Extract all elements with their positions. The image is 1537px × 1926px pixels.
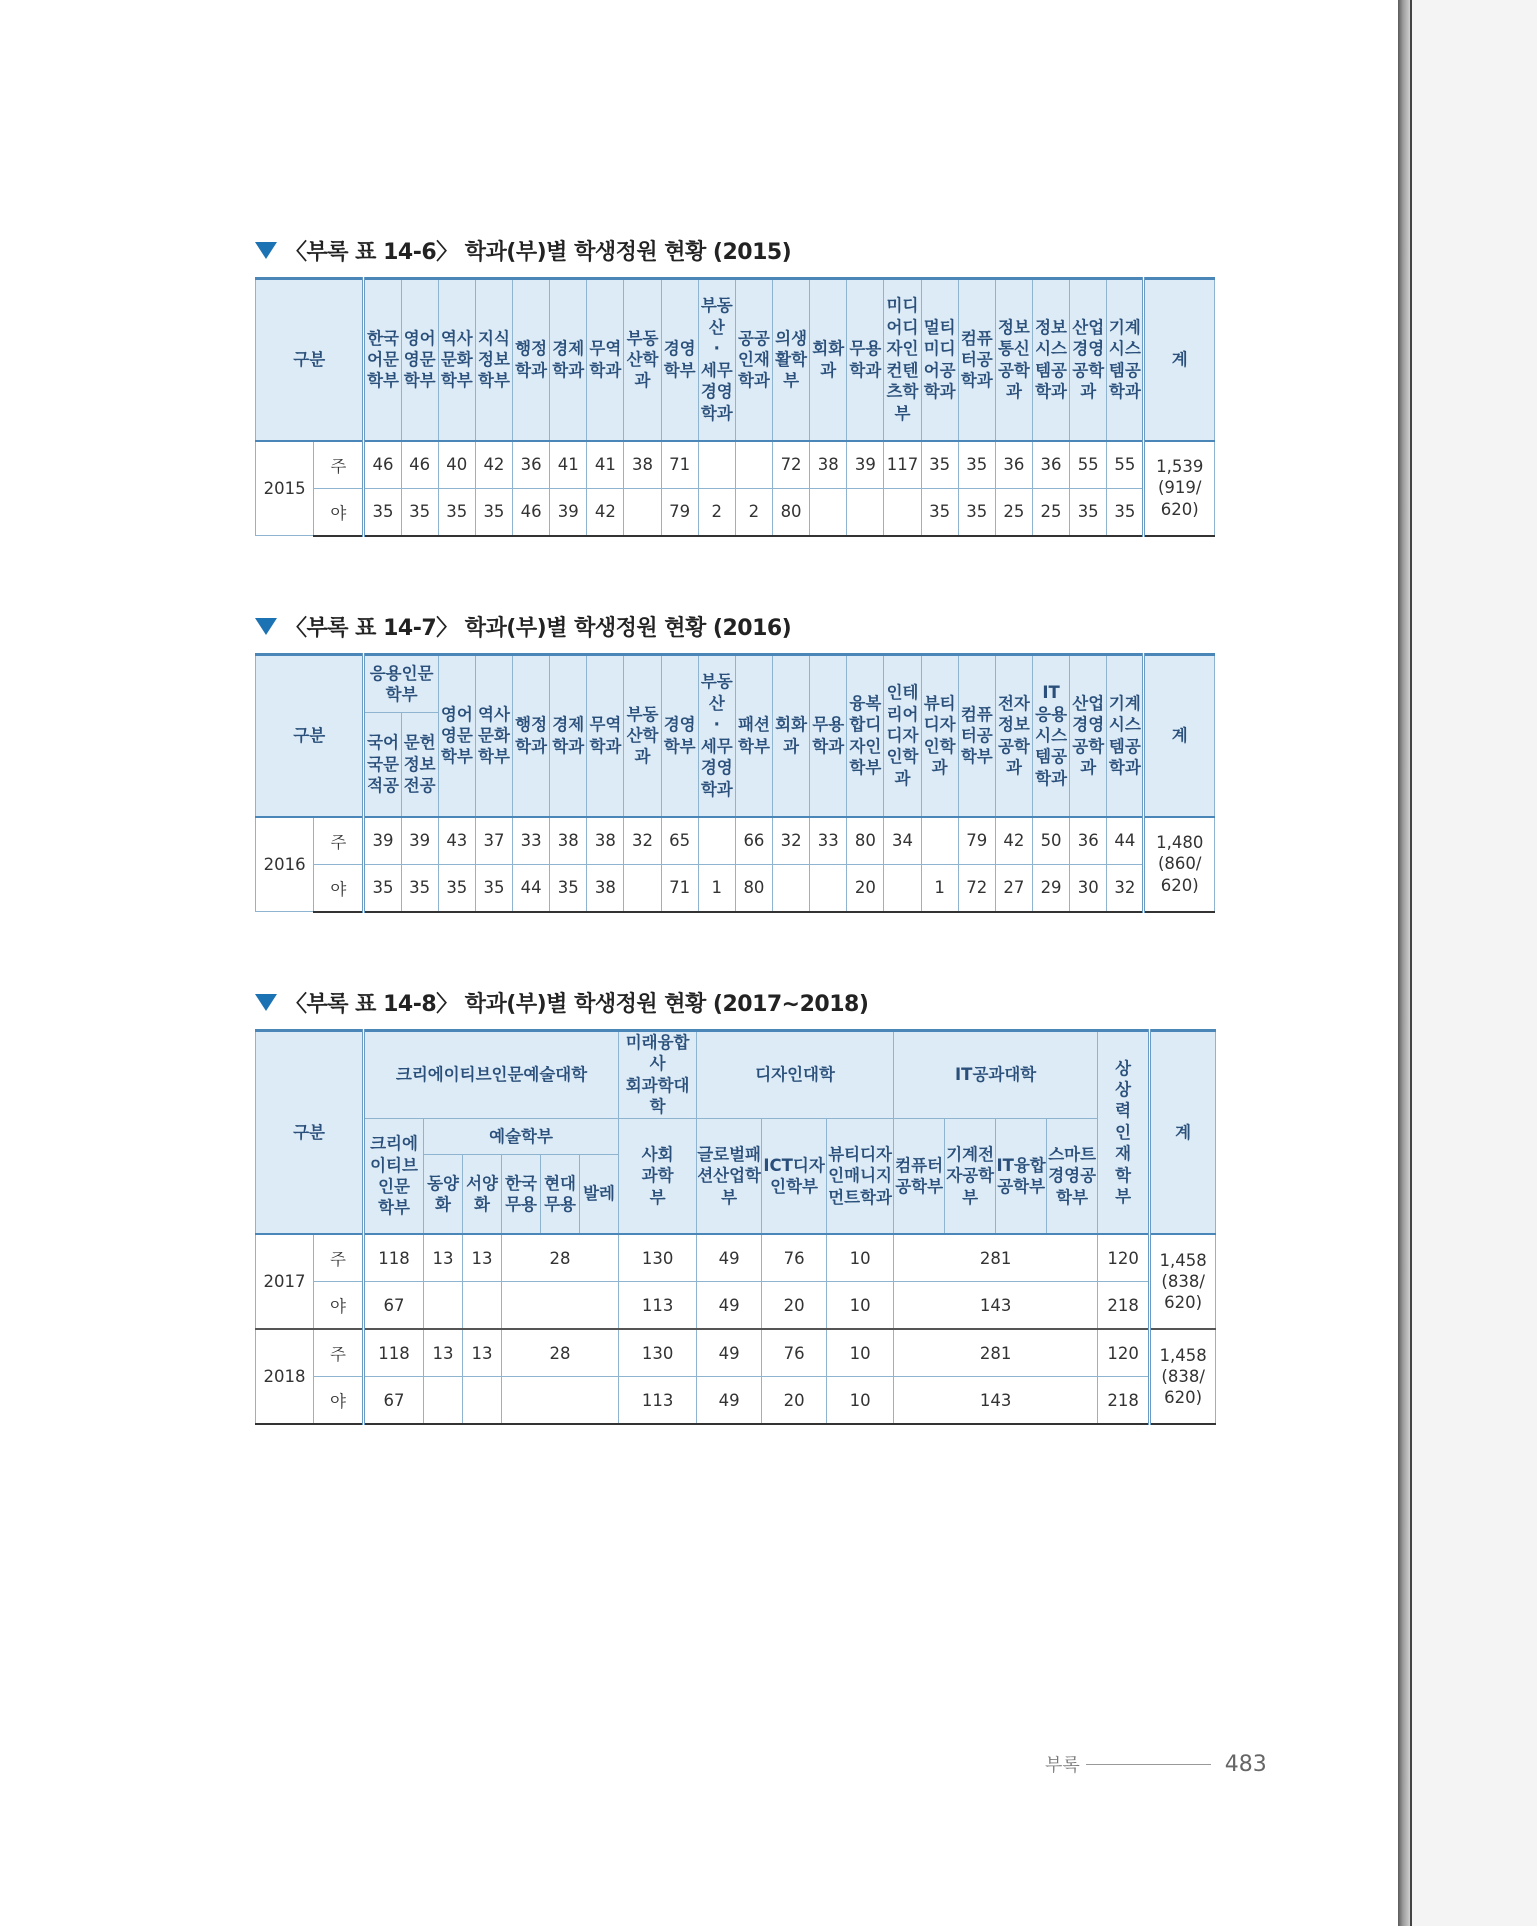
header-ict-design-text: ICT디자 인학부: [763, 1155, 825, 1196]
night-label: 야: [314, 1282, 364, 1330]
table-title-text: 〈부록 표 14-7〉 학과(부)별 학생정원 현황 (2016): [285, 615, 792, 641]
header-ict-design: [762, 1118, 827, 1234]
header-computer-eng: [894, 1118, 945, 1234]
value-cell: 79: [661, 488, 698, 536]
column-header: 컴퓨 터공 학부: [958, 655, 995, 817]
value-cell: 2: [735, 488, 772, 536]
value-cell: 79: [958, 817, 995, 865]
column-header: 전자 정보 공학 과: [995, 655, 1032, 817]
cell-fashion: 49: [697, 1234, 762, 1282]
value-cell: 46: [364, 441, 401, 489]
header-mech-elec-text: 기계전 자공학 부: [946, 1144, 995, 1207]
cell-social: 130: [619, 1329, 697, 1377]
cell-west-painting: 13: [463, 1329, 502, 1377]
value-cell: 2: [698, 488, 735, 536]
column-header: 뷰티 디자 인학 과: [921, 655, 958, 817]
value-cell: [773, 864, 810, 912]
cell-fashion: 49: [697, 1329, 762, 1377]
value-cell: 32: [1107, 864, 1144, 912]
total-header: 계: [1144, 279, 1215, 441]
cell-total: [1150, 1234, 1216, 1329]
column-header: 미디 어디 자인 컨텐 츠학 부: [884, 279, 921, 441]
value-cell: 1: [698, 864, 735, 912]
value-cell: 41: [587, 441, 624, 489]
value-cell: 35: [921, 488, 958, 536]
table-section-2015: [255, 233, 1215, 537]
column-header: 부동 산학 과: [624, 279, 661, 441]
value-cell: 25: [1032, 488, 1069, 536]
header-creative-humanities-text: 크리에 이티브 인문 학부: [370, 1134, 418, 1218]
header-creative-humanities: [364, 1118, 424, 1234]
value-cell: 80: [847, 817, 884, 865]
column-header: 패션 학부: [735, 655, 772, 817]
value-cell: 38: [587, 817, 624, 865]
table-title-text: 〈부록 표 14-6〉 학과(부)별 학생정원 현황 (2015): [285, 239, 792, 265]
cell-dance: [502, 1377, 619, 1425]
header-smart-mgmt: [1047, 1118, 1098, 1234]
cell-dance: [502, 1282, 619, 1330]
value-cell: 71: [661, 864, 698, 912]
total-header: 계: [1144, 655, 1215, 817]
side-margin: [1412, 0, 1537, 1926]
value-cell: 36: [995, 441, 1032, 489]
column-header: 역사 문화 학부: [438, 279, 475, 441]
column-header: 의생 활학 부: [773, 279, 810, 441]
value-cell: 38: [624, 441, 661, 489]
column-header: 영어 영문 학부: [438, 655, 475, 817]
value-cell: 72: [773, 441, 810, 489]
value-cell: [624, 488, 661, 536]
header-social-science: [619, 1118, 697, 1234]
header-sangsang-text: 상 상 력 인 재 학 부: [1115, 1058, 1132, 1207]
value-cell: 38: [587, 864, 624, 912]
cell-total: [1150, 1329, 1216, 1424]
column-header: 국어 국문 적공: [364, 713, 401, 817]
column-header: 경영 학부: [661, 279, 698, 441]
day-label: 주: [314, 1329, 364, 1377]
value-cell: 35: [401, 864, 438, 912]
value-cell: 117: [884, 441, 921, 489]
cell-east-painting: 13: [424, 1234, 463, 1282]
value-cell: 42: [475, 441, 512, 489]
cell-ict: 76: [762, 1234, 827, 1282]
cell-it: 143: [894, 1282, 1098, 1330]
enrollment-table-2016: [255, 653, 1215, 913]
year-cell: 2016: [256, 817, 314, 912]
cell-creative: 67: [364, 1282, 424, 1330]
header-sangsang: [1098, 1031, 1150, 1235]
value-cell: [624, 864, 661, 912]
column-header: 경제 학과: [550, 279, 587, 441]
column-header: 문헌 정보 전공: [401, 713, 438, 817]
value-cell: 40: [438, 441, 475, 489]
page-number: 483: [1224, 1751, 1267, 1777]
column-header: 인테 리어 디자 인학 과: [884, 655, 921, 817]
cell-beauty: 10: [827, 1377, 894, 1425]
value-cell: 39: [401, 817, 438, 865]
cell-sangsang: 218: [1098, 1282, 1150, 1330]
value-cell: 35: [958, 488, 995, 536]
value-cell: 33: [810, 817, 847, 865]
header-it-convergence-text: IT융합 공학부: [996, 1155, 1046, 1196]
cell-social: 113: [619, 1282, 697, 1330]
value-cell: [810, 488, 847, 536]
column-header: 행정 학과: [513, 655, 550, 817]
header-it-convergence: [996, 1118, 1047, 1234]
column-header: 융복 합디 자인 학부: [847, 655, 884, 817]
value-cell: 35: [1107, 488, 1144, 536]
value-cell: 80: [735, 864, 772, 912]
value-cell: [698, 817, 735, 865]
value-cell: 32: [624, 817, 661, 865]
value-cell: 29: [1033, 864, 1070, 912]
header-korean-dance-text: 한국 무용: [505, 1173, 537, 1214]
table-section-2016: [255, 609, 1215, 913]
value-cell: 36: [1070, 817, 1107, 865]
header-modern-dance-text: 현대 무용: [544, 1173, 576, 1214]
cell-west-painting: [463, 1282, 502, 1330]
value-cell: 65: [661, 817, 698, 865]
value-cell: 35: [364, 864, 401, 912]
column-header: 행정 학과: [513, 279, 550, 441]
cell-sangsang: 120: [1098, 1329, 1150, 1377]
value-cell: [810, 864, 847, 912]
cell-social: 130: [619, 1234, 697, 1282]
column-header: 무역 학과: [587, 655, 624, 817]
value-cell: 46: [513, 488, 550, 536]
value-cell: 39: [364, 817, 401, 865]
college-design: 디자인대학: [697, 1031, 894, 1119]
table-title-2016: [255, 609, 1215, 643]
value-cell: 33: [513, 817, 550, 865]
cell-ict: 76: [762, 1329, 827, 1377]
cell-east-painting: [424, 1377, 463, 1425]
total-header: 계: [1150, 1031, 1216, 1235]
cell-dance: 28: [502, 1234, 619, 1282]
value-cell: 72: [958, 864, 995, 912]
value-cell: 27: [995, 864, 1032, 912]
enrollment-table-2017-2018: [255, 1029, 1216, 1425]
column-header: 한국 어문 학부: [364, 279, 401, 441]
category-header: 구분: [256, 1031, 364, 1235]
cell-beauty: 10: [827, 1234, 894, 1282]
header-west-painting-text: 서양 화: [466, 1173, 498, 1214]
value-cell: [847, 488, 884, 536]
value-cell: 43: [438, 817, 475, 865]
college-creative-humanities-arts: 크리에이티브인문예술대학: [364, 1031, 619, 1119]
value-cell: 35: [1070, 488, 1107, 536]
cell-creative: 118: [364, 1234, 424, 1282]
column-header: IT 응용 시스 템공 학과: [1033, 655, 1070, 817]
triangle-bullet-icon: [255, 994, 277, 1011]
cell-sangsang: 120: [1098, 1234, 1150, 1282]
header-social-science-text: 사회 과학 부: [641, 1144, 674, 1207]
column-header: 정보 통신 공학 과: [995, 279, 1032, 441]
column-header: 정보 시스 템공 학과: [1032, 279, 1069, 441]
value-cell: 38: [550, 817, 587, 865]
column-header: 지식 정보 학부: [475, 279, 512, 441]
value-cell: 55: [1070, 441, 1107, 489]
cell-ict: 20: [762, 1282, 827, 1330]
column-header: 부동 산 · 세무 경영 학과: [698, 655, 735, 817]
cell-east-painting: 13: [424, 1329, 463, 1377]
column-header: 영어 영문 학부: [401, 279, 438, 441]
header-modern-dance: [541, 1154, 580, 1234]
column-header: 무용 학과: [810, 655, 847, 817]
column-header: 기계 시스 템공 학과: [1107, 655, 1144, 817]
year-cell: 2018: [256, 1329, 314, 1424]
column-header: 경영 학부: [661, 655, 698, 817]
value-cell: 42: [995, 817, 1032, 865]
value-cell: 30: [1070, 864, 1107, 912]
cell-east-painting: [424, 1282, 463, 1330]
value-cell: 37: [475, 817, 512, 865]
day-label: 주: [314, 441, 364, 489]
value-cell: 46: [401, 441, 438, 489]
value-cell: 20: [847, 864, 884, 912]
header-west-painting: [463, 1154, 502, 1234]
value-cell: 35: [475, 488, 512, 536]
cell-it: 281: [894, 1234, 1098, 1282]
cell-beauty: 10: [827, 1329, 894, 1377]
value-cell: 35: [364, 488, 401, 536]
year-cell: 2015: [256, 441, 314, 536]
value-cell: 66: [735, 817, 772, 865]
cell-west-painting: 13: [463, 1234, 502, 1282]
cell-creative: 67: [364, 1377, 424, 1425]
column-header: 멀티 미디 어공 학과: [921, 279, 958, 441]
column-header: 회화 과: [810, 279, 847, 441]
value-cell: 71: [661, 441, 698, 489]
value-cell: [698, 441, 735, 489]
night-label: 야: [314, 488, 364, 536]
column-header: 부동 산학 과: [624, 655, 661, 817]
cell-it: 281: [894, 1329, 1098, 1377]
value-cell: 39: [550, 488, 587, 536]
table-section-2017-2018: [255, 985, 1215, 1425]
cell-it: 143: [894, 1377, 1098, 1425]
value-cell: 50: [1033, 817, 1070, 865]
day-label: 주: [314, 817, 364, 865]
cell-sangsang: 218: [1098, 1377, 1150, 1425]
table-title-text: 〈부록 표 14-8〉 학과(부)별 학생정원 현황 (2017∼2018): [285, 991, 869, 1017]
cell-total: 1,539 (919/ 620): [1144, 441, 1215, 536]
value-cell: 35: [550, 864, 587, 912]
header-beauty-design: [827, 1118, 894, 1234]
table-title-2015: [255, 233, 1215, 267]
value-cell: 41: [550, 441, 587, 489]
cell-dance: 28: [502, 1329, 619, 1377]
cell-creative: 118: [364, 1329, 424, 1377]
value-cell: 38: [810, 441, 847, 489]
value-cell: [884, 864, 921, 912]
value-cell: 39: [847, 441, 884, 489]
header-smart-mgmt-text: 스마트 경영공 학부: [1048, 1144, 1097, 1207]
value-cell: 1: [921, 864, 958, 912]
table-title-2017-2018: [255, 985, 1215, 1019]
triangle-bullet-icon: [255, 242, 277, 259]
value-cell: 80: [773, 488, 810, 536]
total-text: 1,458 (838/ 620): [1159, 1345, 1207, 1408]
value-cell: 42: [587, 488, 624, 536]
header-global-fashion: [697, 1118, 762, 1234]
category-header: 구분: [256, 279, 364, 441]
header-computer-eng-text: 컴퓨터 공학부: [895, 1155, 944, 1196]
cell-total: 1,480 (860/ 620): [1144, 817, 1215, 912]
column-header: 회화 과: [773, 655, 810, 817]
value-cell: [735, 441, 772, 489]
group-header-applied-humanities: 응용인문학부: [364, 655, 438, 713]
column-header: 무역 학과: [587, 279, 624, 441]
column-header: 컴퓨 터공 학과: [958, 279, 995, 441]
value-cell: 44: [1107, 817, 1144, 865]
college-it-engineering: IT공과대학: [894, 1031, 1098, 1119]
value-cell: [921, 817, 958, 865]
year-cell: 2017: [256, 1234, 314, 1329]
header-ballet: 발레: [580, 1154, 619, 1234]
value-cell: 36: [513, 441, 550, 489]
cell-ict: 20: [762, 1377, 827, 1425]
column-header: 경제 학과: [550, 655, 587, 817]
column-header: 산업 경영 공학 과: [1070, 655, 1107, 817]
header-arts-division: 예술학부: [424, 1118, 619, 1154]
cell-fashion: 49: [697, 1377, 762, 1425]
value-cell: 36: [1032, 441, 1069, 489]
column-header: 무용 학과: [847, 279, 884, 441]
enrollment-table-2015: [255, 277, 1215, 537]
value-cell: 35: [438, 488, 475, 536]
header-korean-dance: [502, 1154, 541, 1234]
value-cell: 35: [475, 864, 512, 912]
value-cell: 55: [1107, 441, 1144, 489]
column-header: 역사 문화 학부: [475, 655, 512, 817]
header-beauty-design-text: 뷰티디자 인매니지 먼트학과: [828, 1144, 892, 1207]
header-east-painting: [424, 1154, 463, 1234]
night-label: 야: [314, 864, 364, 912]
column-header: 공공 인재 학과: [735, 279, 772, 441]
cell-west-painting: [463, 1377, 502, 1425]
value-cell: 35: [438, 864, 475, 912]
value-cell: 25: [995, 488, 1032, 536]
footer-label: 부록: [1045, 1755, 1080, 1776]
value-cell: 35: [921, 441, 958, 489]
triangle-bullet-icon: [255, 618, 277, 635]
value-cell: 44: [513, 864, 550, 912]
night-label: 야: [314, 1377, 364, 1425]
column-header: 부동 산 · 세무 경영 학과: [698, 279, 735, 441]
category-header: 구분: [256, 655, 364, 817]
footer-rule: [1086, 1764, 1211, 1765]
column-header: 산업 경영 공학 과: [1070, 279, 1107, 441]
value-cell: 34: [884, 817, 921, 865]
page-edge-shadow: [1398, 0, 1410, 1926]
page-footer: [1045, 1748, 1295, 1780]
cell-fashion: 49: [697, 1282, 762, 1330]
header-mech-elec: [945, 1118, 996, 1234]
cell-beauty: 10: [827, 1282, 894, 1330]
day-label: 주: [314, 1234, 364, 1282]
total-text: 1,458 (838/ 620): [1159, 1250, 1207, 1313]
college-future-convergence: 미래융합사 회과학대학: [619, 1031, 697, 1119]
value-cell: [884, 488, 921, 536]
value-cell: 32: [773, 817, 810, 865]
value-cell: 35: [958, 441, 995, 489]
cell-social: 113: [619, 1377, 697, 1425]
header-east-painting-text: 동양 화: [427, 1173, 459, 1214]
value-cell: 35: [401, 488, 438, 536]
header-global-fashion-text: 글로벌패 션산업학 부: [697, 1144, 761, 1207]
column-header: 기계 시스 템공 학과: [1107, 279, 1144, 441]
